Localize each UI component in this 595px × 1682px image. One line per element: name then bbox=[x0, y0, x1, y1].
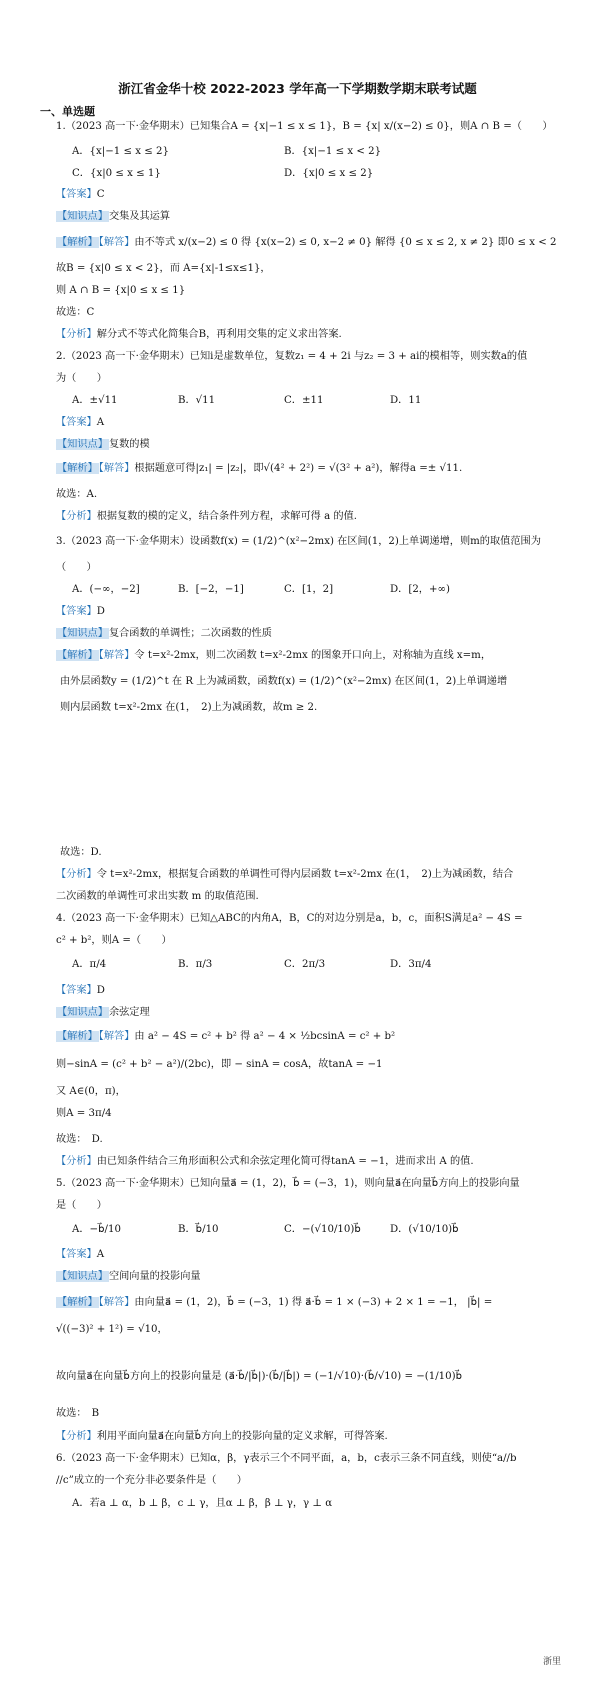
q1-solution-1: 由不等式 x/(x−2) ≤ 0 得 {x(x−2) ≤ 0, x−2 ≠ 0} 解得 {0 ≤ x ≤ 2, x ≠ 2} 即0 ≤ x < 2 bbox=[134, 237, 557, 248]
q3-option-b: B．[−2，−1] bbox=[178, 584, 244, 595]
q4-answer-line bbox=[56, 984, 105, 998]
q5-option-d: D．(√10/10)b⃗ bbox=[390, 1224, 459, 1235]
q1-knowledge-line bbox=[56, 210, 170, 224]
page-footer: 浙里 bbox=[542, 1657, 561, 1667]
knowledge-tag: 【知识点】 bbox=[57, 628, 108, 639]
solution-tag: 【解答】 bbox=[98, 237, 135, 248]
q5-solution-line1 bbox=[56, 1296, 492, 1310]
q4-answer: D bbox=[96, 985, 105, 996]
q5-option-c: C．−(√10/10)b⃗ bbox=[284, 1224, 361, 1235]
q2-option-d: D．11 bbox=[390, 395, 422, 406]
analysis-open-tag: 【解析】 bbox=[57, 650, 98, 661]
q6-stem-2: //c”成立的一个充分非必要条件是（ ） bbox=[56, 1475, 247, 1486]
q1-solution-3: 则 A ∩ B = {x|0 ≤ x ≤ 1} bbox=[56, 285, 186, 296]
q4-stem-2: c² + b²，则A =（ ） bbox=[56, 935, 172, 946]
q2-knowledge-line bbox=[56, 438, 150, 452]
q1-option-b: B．{x|−1 ≤ x < 2} bbox=[284, 146, 382, 157]
analysis-open-tag: 【解析】 bbox=[57, 1031, 98, 1042]
q4-solution-line1 bbox=[56, 1030, 395, 1044]
q2-option-b: B．√11 bbox=[178, 395, 216, 406]
q4-knowledge-line bbox=[56, 1006, 150, 1020]
q4-option-c: C．2π/3 bbox=[284, 959, 326, 970]
knowledge-tag: 【知识点】 bbox=[57, 1007, 108, 1018]
q3-knowledge-line bbox=[56, 627, 272, 641]
q1-answer: C bbox=[96, 189, 105, 200]
q3-knowledge: 复合函数的单调性；二次函数的性质 bbox=[108, 628, 272, 639]
answer-tag: 【答案】 bbox=[56, 189, 97, 200]
q4-option-d: D．3π/4 bbox=[390, 959, 432, 970]
q1-option-a: A．{x|−1 ≤ x ≤ 2} bbox=[72, 146, 169, 157]
q4-option-a: A．π/4 bbox=[72, 959, 107, 970]
q5-answer-line bbox=[56, 1248, 104, 1262]
analysis-open-tag: 【解析】 bbox=[57, 237, 98, 248]
answer-tag: 【答案】 bbox=[56, 1249, 97, 1260]
q5-stem-2: 是（ ） bbox=[56, 1200, 107, 1211]
q1-solution-2: 故B = {x|0 ≤ x < 2}，而 A={x|-1≤x≤1}， bbox=[56, 263, 271, 274]
q2-analysis: 根据复数的模的定义，结合条件列方程，求解可得 a 的值. bbox=[96, 511, 358, 522]
q5-option-b: B．b⃗/10 bbox=[178, 1224, 219, 1235]
q3-analysis-2: 二次函数的单调性可求出实数 m 的取值范围. bbox=[56, 891, 259, 902]
q2-analysis-line bbox=[56, 510, 357, 524]
q3-stem-1: 3.（2023 高一下·金华期末）设函数f(x) = (1/2)^(x²−2mx) 在区间(1，2)上单调递增，则m的取值范围为 bbox=[56, 536, 541, 547]
q3-stem-2: （ ） bbox=[56, 562, 97, 573]
q3-solution-3: 则内层函数 t=x²-2mx 在(1， 2)上为减函数，故m ≥ 2. bbox=[60, 702, 318, 713]
q4-solution-5: 故选： D. bbox=[56, 1134, 103, 1145]
q2-answer-line bbox=[56, 416, 104, 430]
knowledge-tag: 【知识点】 bbox=[57, 211, 108, 222]
q4-knowledge: 余弦定理 bbox=[108, 1007, 150, 1018]
answer-tag: 【答案】 bbox=[56, 606, 97, 617]
q1-analysis: 解分式不等式化简集合B，再利用交集的定义求出答案. bbox=[96, 329, 342, 340]
q1-option-d: D．{x|0 ≤ x ≤ 2} bbox=[284, 168, 374, 179]
analysis-tag: 【分析】 bbox=[56, 869, 97, 880]
q3-answer: D bbox=[96, 606, 105, 617]
knowledge-tag: 【知识点】 bbox=[57, 439, 108, 450]
q6-stem-1: 6.（2023 高一下·金华期末）已知α，β，γ表示三个不同平面，a，b，c表示三条不同直线，则使“a//b bbox=[56, 1453, 517, 1464]
page-title: 浙江省金华十校 2022-2023 学年高一下学期数学期末联考试题 bbox=[118, 81, 477, 96]
q3-solution-2: 由外层函数y = (1/2)^t 在 R 上为减函数，函数f(x) = (1/2)^(x²−2mx) 在区间(1，2)上单调递增 bbox=[60, 676, 508, 687]
q3-solution-line1 bbox=[56, 649, 491, 663]
solution-tag: 【解答】 bbox=[98, 1297, 135, 1308]
analysis-tag: 【分析】 bbox=[56, 511, 97, 522]
q4-option-b: B．π/3 bbox=[178, 959, 213, 970]
q3-solution-4: 故选：D. bbox=[60, 847, 102, 858]
answer-tag: 【答案】 bbox=[56, 985, 97, 996]
q4-solution-4: 则A = 3π/4 bbox=[56, 1108, 112, 1119]
solution-tag: 【解答】 bbox=[98, 463, 135, 474]
q1-analysis-line bbox=[56, 328, 342, 342]
knowledge-tag: 【知识点】 bbox=[57, 1271, 108, 1282]
q1-answer-line bbox=[56, 188, 105, 202]
q5-solution-4: 故选： B bbox=[56, 1408, 100, 1419]
q2-solution-2: 故选：A. bbox=[56, 489, 98, 500]
q4-solution-1: 由 a² − 4S = c² + b² 得 a² − 4 × ½bcsinA = c² + b² bbox=[134, 1031, 396, 1042]
q3-analysis-line bbox=[56, 868, 513, 882]
q3-answer-line bbox=[56, 605, 105, 619]
q2-answer: A bbox=[96, 417, 105, 428]
q2-solution-1: 根据题意可得|z₁| = |z₂|，即√(4² + 2²) = √(3² + a²)，解得a =± √11. bbox=[134, 463, 463, 474]
q3-option-c: C．[1，2] bbox=[284, 584, 334, 595]
q2-stem-2: 为（ ） bbox=[56, 373, 107, 384]
q5-knowledge-line bbox=[56, 1270, 201, 1284]
q5-solution-2: √((−3)² + 1²) = √10， bbox=[56, 1324, 168, 1335]
q5-solution-3: 故向量a⃗在向量b⃗方向上的投影向量是 (a⃗·b⃗/|b⃗|)·(b⃗/|b⃗|) = (−1/√10)·(b⃗/√10) = −(1/10)b⃗ bbox=[56, 1371, 463, 1382]
q2-option-a: A．±√11 bbox=[72, 395, 118, 406]
q6-option-a: A．若a ⊥ α，b ⊥ β，c ⊥ γ，且α ⊥ β，β ⊥ γ，γ ⊥ α bbox=[72, 1498, 333, 1509]
q5-analysis: 利用平面向量a⃗在向量b⃗方向上的投影向量的定义求解，可得答案. bbox=[96, 1431, 388, 1442]
q5-analysis-line bbox=[56, 1430, 388, 1444]
solution-tag: 【解答】 bbox=[98, 650, 135, 661]
section-heading: 一、单选题 bbox=[40, 105, 95, 118]
q2-stem-1: 2.（2023 高一下·金华期末）已知i是虚数单位，复数z₁ = 4 + 2i 与z₂ = 3 + ai的模相等，则实数a的值 bbox=[56, 351, 528, 362]
analysis-tag: 【分析】 bbox=[56, 329, 97, 340]
solution-tag: 【解答】 bbox=[98, 1031, 135, 1042]
q5-knowledge: 空间向量的投影向量 bbox=[108, 1271, 201, 1282]
q3-solution-1: 令 t=x²-2mx，则二次函数 t=x²-2mx 的图象开口向上，对称轴为直线 x=m， bbox=[134, 650, 492, 661]
q3-option-a: A．(−∞，−2] bbox=[72, 584, 140, 595]
q3-analysis-1: 令 t=x²-2mx，根据复合函数的单调性可得内层函数 t=x²-2mx 在(1， 2)上为减函数，结合 bbox=[96, 869, 514, 880]
q4-analysis-line bbox=[56, 1155, 474, 1169]
q5-stem-1: 5.（2023 高一下·金华期末）已知向量a⃗ = (1，2)，b⃗ = (−3，1)，则向量a⃗在向量b⃗方向上的投影向量 bbox=[56, 1178, 520, 1189]
analysis-open-tag: 【解析】 bbox=[57, 463, 98, 474]
q2-option-c: C．±11 bbox=[284, 395, 324, 406]
q1-option-c: C．{x|0 ≤ x ≤ 1} bbox=[72, 168, 161, 179]
q5-answer: A bbox=[96, 1249, 105, 1260]
analysis-tag: 【分析】 bbox=[56, 1156, 97, 1167]
q2-solution-line1 bbox=[56, 462, 462, 476]
q1-stem: 1.（2023 高一下·金华期末）已知集合A = {x|−1 ≤ x ≤ 1}，B = {x| x/(x−2) ≤ 0}，则A ∩ B =（ ） bbox=[56, 121, 553, 132]
answer-tag: 【答案】 bbox=[56, 417, 97, 428]
q2-knowledge: 复数的模 bbox=[108, 439, 150, 450]
q1-solution-4: 故选：C bbox=[56, 307, 95, 318]
q5-solution-1: 由向量a⃗ = (1，2)，b⃗ = (−3，1) 得 a⃗·b⃗ = 1 × (−3) + 2 × 1 = −1， |b⃗| = bbox=[134, 1297, 493, 1308]
q3-option-d: D．[2，+∞) bbox=[390, 584, 450, 595]
q4-analysis: 由已知条件结合三角形面积公式和余弦定理化简可得tanA = −1，进而求出 A 的值. bbox=[96, 1156, 474, 1167]
q5-option-a: A．−b⃗/10 bbox=[72, 1224, 121, 1235]
q4-stem-1: 4.（2023 高一下·金华期末）已知△ABC的内角A，B，C的对边分别是a，b，c，面积S满足a² − 4S = bbox=[56, 913, 523, 924]
analysis-open-tag: 【解析】 bbox=[57, 1297, 98, 1308]
q4-solution-2: 则−sinA = (c² + b² − a²)/(2bc)，即 − sinA = cosA，故tanA = −1 bbox=[56, 1059, 383, 1070]
q4-solution-3: 又 A∈(0，π)， bbox=[56, 1086, 126, 1097]
q1-solution-line1 bbox=[56, 236, 557, 250]
analysis-tag: 【分析】 bbox=[56, 1431, 97, 1442]
q1-knowledge: 交集及其运算 bbox=[108, 211, 171, 222]
